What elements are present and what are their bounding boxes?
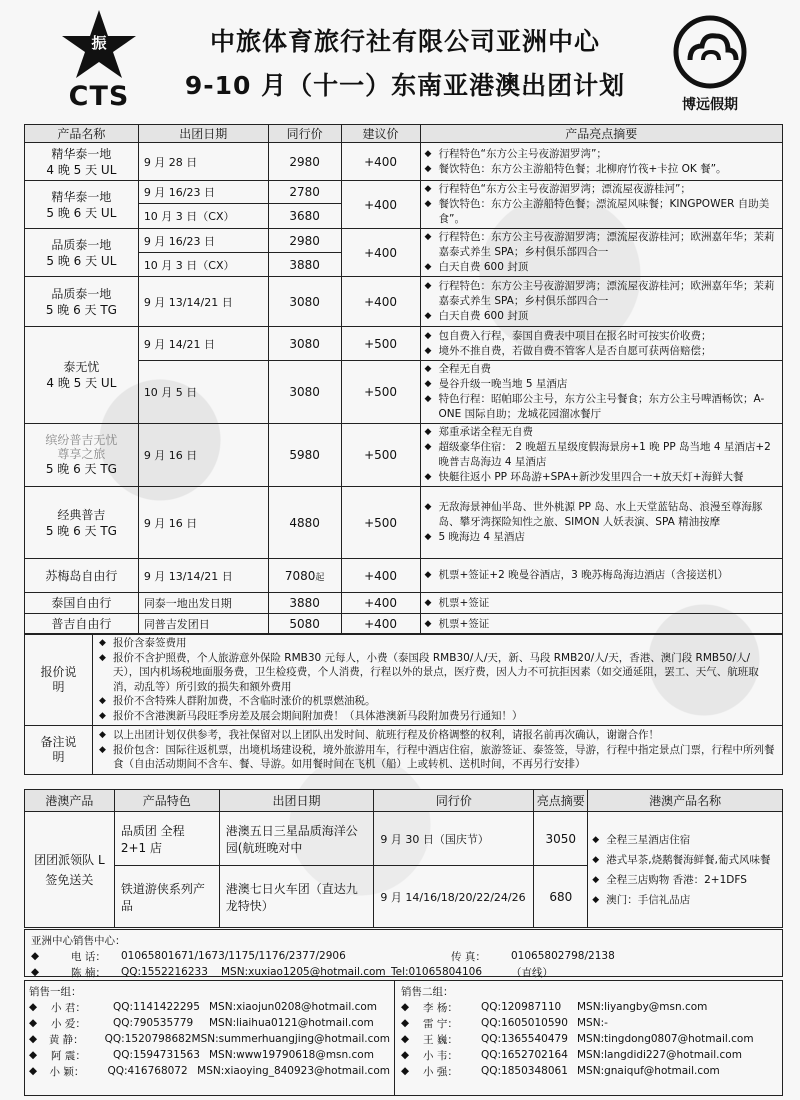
table-row (25, 812, 783, 866)
sales-center-title: 亚洲中心销售中心： (31, 934, 126, 947)
sales-center (24, 929, 783, 977)
price-cell: 2780 (268, 181, 341, 204)
date-cell: 10 月 3 日（CX） (138, 204, 268, 229)
col-header: 港澳产品名称 (588, 790, 783, 812)
sales-group-1: 销售一组： ◆ 小 君： QQ:1141422295 MSN:xiaojun0208@hotmail.com ◆ 小 爱： QQ:790535779 MSN:liaihua0121@hotmail.com ◆ 黄 静： QQ:1520798682 MSN:summerhuangjing@hotmail.com ◆ 阿 震： QQ:1594731563 MSN:www19790618@msn.com ◆ 小 颖： QQ:416768072 MSN:xiaoying_840923@hotmail.com (25, 981, 395, 1095)
highlights-cell: ◆ 行程特色：东方公主号夜游湄罗湾；漂流屋夜游桂河；欧洲嘉年华；茉莉嘉泰式养生 SPA；乡村俱乐部四合一 ◆ 白天自费 600 封顶 (420, 229, 783, 277)
suggest-cell: +500 (341, 327, 420, 361)
product-name-cell: 品质泰一地 5 晚 6 天 UL (25, 229, 139, 277)
date-cell: 港澳七日火车团（直达九龙特快） (219, 866, 374, 928)
price-cell: 5080 (268, 614, 341, 635)
table-row (25, 181, 783, 204)
product-name-cell: 苏梅岛自由行 (25, 559, 139, 593)
date-cell: 9 月 13/14/21 日 (138, 559, 268, 593)
main-product-table (24, 124, 783, 635)
list-item: ◆ 小 爱： QQ:790535779 MSN:liaihua0121@hotmail.com (29, 1017, 374, 1030)
date-cell: 9 月 16/23 日 (138, 181, 268, 204)
suggest-cell: +400 (341, 593, 420, 614)
product-name-cell: 精华泰一地 4 晚 5 天 UL (25, 143, 139, 181)
sales-phone: 01065801671/1673/1175/1176/2377/2906 (121, 950, 346, 962)
price-cell: 2980 (268, 143, 341, 181)
col-header: 港澳产品 (25, 790, 115, 812)
date-cell: 10 月 3 日（CX） (138, 253, 268, 277)
product-name-cell: 品质泰一地 5 晚 6 天 TG (25, 277, 139, 327)
table-row (25, 614, 783, 635)
highlights-cell: ◆ 无敌海景神仙半岛、世外桃源 PP 岛、水上天堂蓝钻岛、浪漫至尊海豚岛、攀牙湾探险知性之旅、SIMON 人妖表演、SPA 精油按摩 ◆ 5 晚海边 4 星酒店 (420, 487, 783, 559)
date-cell: 9 月 13/14/21 日 (138, 277, 268, 327)
highlights-cell: ◆ 行程特色“东方公主号夜游湄罗湾；漂流屋夜游桂河”； ◆ 餐饮特色：东方公主游船特色餐；漂流屋风味餐；KINGPOWER 自助美食”。 (420, 181, 783, 229)
hk-macau-table (24, 789, 783, 928)
remark-notes: ◆ 以上出团计划仅供参考，我社保留对以上团队出发时间、航班行程及价格调整的权利，请报名前再次确认，谢谢合作！ ◆ 报价包含：国际往返机票，出境机场建设税，境外旅游用车，行程中酒店住宿，旅游签证、泰签签，导游，行程中指定景点门票，行程中所列餐食（自由活动期间不含车、餐、导游。如用餐时间在飞机（船）上或转机、送机时间，不再另行安排） (92, 726, 782, 775)
col-header: 建议价 (341, 125, 420, 143)
table-row (25, 327, 783, 361)
col-header: 产品亮点摘要 (420, 125, 783, 143)
highlights-cell: ◆ 机票+签证+2 晚曼谷酒店，3 晚苏梅岛海边酒店（含接送机） (420, 559, 783, 593)
bullet-icon: ◆ (31, 950, 40, 962)
highlights-cell: ◆ 行程特色：东方公主号夜游湄罗湾；漂流屋夜游桂河；欧洲嘉年华；茉莉嘉泰式养生 SPA；乡村俱乐部四合一 ◆ 白天自费 600 封顶 (420, 277, 783, 327)
suggest-cell: +400 (341, 559, 420, 593)
list-item: ◆ 小 颖： QQ:416768072 MSN:xiaoying_840923@hotmail.com (29, 1065, 390, 1078)
date-cell: 港澳五日三星品质海洋公园(航班晚对中 (219, 812, 374, 866)
list-item: ◆ 小 强： QQ:1850348061 MSN:gnaiquf@hotmail.com (401, 1065, 720, 1078)
notes-table (24, 633, 783, 775)
suggest-cell: +500 (341, 361, 420, 424)
price-cell: 3080 (268, 327, 341, 361)
suggest-cell: +400 (341, 181, 420, 229)
table-row (25, 229, 783, 253)
sales-group-2: 销售二组： ◆ 李 杨： QQ:120987110 MSN:liyangby@msn.com ◆ 雷 宁： QQ:1605010590 MSN:- ◆ 王 巍： QQ:1365540479 MSN:tingdong0807@hotmail.com ◆ 小 韦： QQ:1652702164 MSN:langdidi227@hotmail.com ◆ 小 强： QQ:1850348061 MSN:gnaiquf@hotmail.com (395, 981, 782, 1095)
highlights-cell: ◆ 机票+签证 (420, 614, 783, 635)
suggest-cell: 3050 (534, 812, 588, 866)
date-cell: 10 月 5 日 (138, 361, 268, 424)
list-item: ◆ 李 杨： QQ:120987110 MSN:liyangby@msn.com (401, 1001, 708, 1014)
sales-chen-row: ◆ 陈 楠： QQ:1552216233 MSN:xuxiao1205@hotmail.com Tel:01065804106 （直线） (31, 966, 553, 979)
col-header: 同行价 (374, 790, 534, 812)
remark-notes-label: 备注说明 (25, 726, 93, 775)
col-header: 产品特色 (114, 790, 219, 812)
bullet-icon: ◆ (31, 966, 40, 978)
header (0, 0, 800, 118)
highlights-cell: ◆ 机票+签证 (420, 593, 783, 614)
suggest-cell: 680 (534, 866, 588, 928)
list-item: ◆ 雷 宁： QQ:1605010590 MSN:- (401, 1017, 608, 1030)
sales-fax: 01065802798/2138 (511, 950, 615, 962)
date-cell: 同泰一地出发日期 (138, 593, 268, 614)
price-notes-label: 报价说明 (25, 634, 93, 726)
suggest-cell: +500 (341, 487, 420, 559)
col-header: 亮点摘要 (534, 790, 588, 812)
price-cell: 9 月 14/16/18/20/22/24/26 (374, 866, 534, 928)
table-row (25, 487, 783, 559)
suggest-cell: +400 (341, 143, 420, 181)
table-row (25, 559, 783, 593)
table-header-row (25, 790, 783, 812)
price-cell: 2980 (268, 229, 341, 253)
product-name-cell: 普吉自由行 (25, 614, 139, 635)
table-row (25, 143, 783, 181)
remark-notes-row (25, 726, 783, 775)
list-item: ◆ 王 巍： QQ:1365540479 MSN:tingdong0807@hotmail.com (401, 1033, 754, 1046)
price-cell: 4880 (268, 487, 341, 559)
price-cell: 3080 (268, 277, 341, 327)
table-row (25, 593, 783, 614)
highlights-cell: ◆ 全程无自费 ◆ 曼谷升级一晚当地 5 星酒店 ◆ 特色行程：昭帕耶公主号，东方公主号餐食；东方公主号啤酒畅饮；A-ONE 国际自助；龙城花园溜冰餐厅 (420, 361, 783, 424)
logo-emblem: 振 (91, 34, 107, 52)
price-notes: ◆ 报价含泰签费用 ◆ 报价不含护照费，个人旅游意外保险 RMB30 元每人，小费（泰国段 RMB30/人/天，新、马段 RMB20/人/天，香港、澳门段 RMB50/人/天），国内机场税地面服务费，卫生检疫费，个人消费，行程以外的景点，医疗费，因人力不可抗拒因素（如交通延阻，罢工、天气、航班取消，动乱等）所引致的损失和额外费用 ◆ 报价不含特殊人群附加费，不含临时涨价的机票燃油税。 ◆ 报价不含港澳新马段旺季房差及展会期间附加费！（具体港澳新马段附加费另行通知！） (92, 634, 782, 726)
cloud-emblem-icon (665, 14, 755, 94)
price-cell: 3880 (268, 593, 341, 614)
table-row (25, 361, 783, 424)
highlights-cell: ◆ 行程特色“东方公主号夜游湄罗湾”； ◆ 餐饮特色：东方公主游船特色餐；北柳府竹筏+卡拉 OK 餐”。 (420, 143, 783, 181)
date-cell: 9 月 16/23 日 (138, 229, 268, 253)
price-notes-row (25, 634, 783, 726)
cts-logo (58, 8, 140, 112)
date-cell: 9 月 16 日 (138, 487, 268, 559)
price-cell: 9 月 30 日（国庆节） (374, 812, 534, 866)
page-title: 中旅体育旅行社有限公司亚洲中心 (209, 27, 600, 56)
hk-names-cell: ◆ 全程三星酒店住宿 ◆ 港式早茶,烧鹅餐海鲜餐,葡式风味餐 ◆ 全程三店购物 香港：2+1DFS ◆ 澳门：手信礼品店 (588, 812, 783, 928)
suggest-cell: +400 (341, 229, 420, 277)
list-item: ◆ 小 韦： QQ:1652702164 MSN:langdidi227@hotmail.com (401, 1049, 742, 1062)
price-cell: 3880 (268, 253, 341, 277)
list-item: ◆ 小 君： QQ:1141422295 MSN:xiaojun0208@hotmail.com (29, 1001, 378, 1014)
col-header: 产品名称 (25, 125, 139, 143)
table-header-row (25, 125, 783, 143)
col-header: 出团日期 (138, 125, 268, 143)
date-cell: 9 月 28 日 (138, 143, 268, 181)
highlights-cell: ◆ 包自费入行程，泰国自费表中项目在报名时可按实价收费； ◆ 境外不推自费，若做自费不管客人是否自愿可获两倍赔偿； (420, 327, 783, 361)
col-header: 同行价 (268, 125, 341, 143)
suggest-cell: +400 (341, 614, 420, 635)
boyuan-logo (665, 14, 755, 114)
product-name-cell: 精华泰一地 5 晚 6 天 UL (25, 181, 139, 229)
date-cell: 9 月 14/21 日 (138, 327, 268, 361)
list-item: ◆ 阿 震： QQ:1594731563 MSN:www19790618@msn.com (29, 1049, 374, 1062)
sales-groups (24, 980, 783, 1096)
product-name-cell: 缤纷普吉无忧 尊享之旅 5 晚 6 天 TG (25, 424, 139, 487)
product-name-cell: 泰国自由行 (25, 593, 139, 614)
feature-cell: 铁道游侠系列产品 (114, 866, 219, 928)
product-name-cell: 经典普吉 5 晚 6 天 TG (25, 487, 139, 559)
price-cell: 7080起 (268, 559, 341, 593)
col-header: 出团日期 (219, 790, 374, 812)
table-row (25, 277, 783, 327)
list-item: ◆ 黄 静： QQ:1520798682 MSN:summerhuangjing@hotmail.com (29, 1033, 390, 1046)
suggest-cell: +400 (341, 277, 420, 327)
highlights-cell: ◆ 郑重承诺全程无自费 ◆ 超级豪华住宿： 2 晚超五星级度假海景房+1 晚 PP 岛当地 4 星酒店+2 晚普吉岛海边 4 星酒店 ◆ 快艇往返小 PP 环岛游+SPA+新沙发里四合一+放天灯+海鲜大餐 (420, 424, 783, 487)
cts-logo-text: CTS (68, 81, 130, 112)
date-cell: 同普吉发团日 (138, 614, 268, 635)
price-cell: 3080 (268, 361, 341, 424)
feature-cell: 品质团 全程 2+1 店 (114, 812, 219, 866)
product-name-cell: 泰无忧 4 晚 5 天 UL (25, 327, 139, 424)
boyuan-logo-text: 博远假期 (682, 97, 738, 113)
sales-phone-row: ◆ 电 话： 01065801671/1673/1175/1176/2377/2906 传 真： 01065802798/2138 (31, 950, 615, 963)
price-cell: 3680 (268, 204, 341, 229)
group-label: 团团派领队 L 签免送关 (25, 812, 115, 928)
suggest-cell: +500 (341, 424, 420, 487)
table-row (25, 424, 783, 487)
page-subtitle: 9-10 月（十一）东南亚港澳出团计划 (184, 71, 626, 100)
date-cell: 9 月 16 日 (138, 424, 268, 487)
price-cell: 5980 (268, 424, 341, 487)
